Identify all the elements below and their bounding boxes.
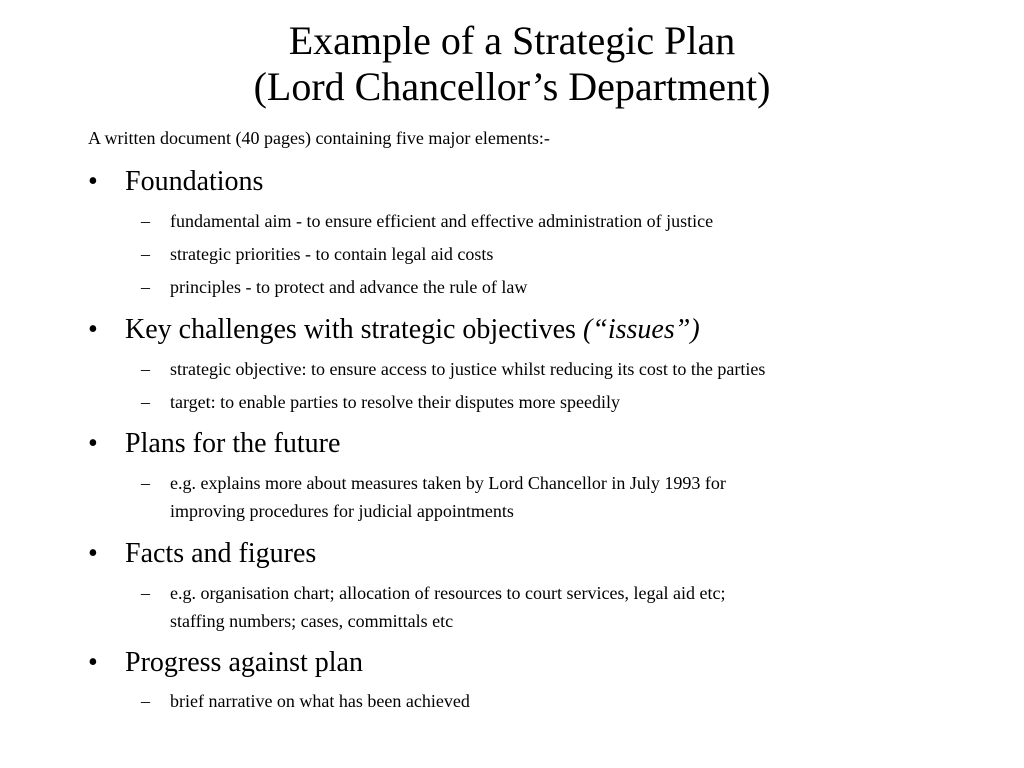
bullet-heading: Progress against plan bbox=[125, 647, 363, 678]
sub-item-text: strategic objective: to ensure access to justice whilst reducing its cost to the parties bbox=[170, 359, 766, 379]
sub-item-text: target: to enable parties to resolve their disputes more speedily bbox=[170, 392, 621, 412]
sub-item-text bbox=[170, 469, 950, 525]
bullet-mark: • bbox=[88, 428, 98, 459]
dash-mark: – bbox=[141, 359, 150, 379]
sub-item-text: strategic priorities - to contain legal aid costs bbox=[170, 244, 494, 264]
title-line-1: Example of a Strategic Plan bbox=[288, 18, 736, 63]
sub-item-line: staffing numbers; cases, committals etc bbox=[170, 611, 454, 631]
bullet-heading-italic: (“issues”) bbox=[582, 314, 700, 345]
dash-mark: – bbox=[141, 473, 150, 493]
bullet-heading: Facts and figures bbox=[125, 538, 317, 569]
dash-mark: – bbox=[141, 211, 150, 231]
sub-item-text: principles - to protect and advance the rule of law bbox=[170, 277, 528, 297]
sub-item-line: e.g. organisation chart; allocation of resources to court services, legal aid etc; bbox=[170, 583, 726, 603]
sub-item-line: e.g. explains more about measures taken by Lord Chancellor in July 1993 for bbox=[170, 473, 726, 493]
bullet-mark: • bbox=[88, 314, 98, 345]
bullet-mark: • bbox=[88, 538, 98, 569]
dash-mark: – bbox=[141, 583, 150, 603]
dash-mark: – bbox=[141, 691, 150, 711]
sub-item-text: fundamental aim - to ensure efficient and effective administration of justice bbox=[170, 211, 714, 231]
bullet-mark: • bbox=[88, 166, 98, 197]
intro-text: A written document (40 pages) containing five major elements:- bbox=[88, 128, 550, 148]
sub-item-line: improving procedures for judicial appointments bbox=[170, 501, 514, 521]
title-line-2: (Lord Chancellor’s Department) bbox=[253, 64, 771, 109]
sub-item-text: brief narrative on what has been achieved bbox=[170, 691, 470, 711]
slide-title bbox=[0, 18, 1024, 110]
dash-mark: – bbox=[141, 277, 150, 297]
sub-item-text bbox=[170, 579, 950, 635]
bullet-mark: • bbox=[88, 647, 98, 678]
bullet-heading-main: Key challenges with strategic objectives bbox=[125, 314, 583, 345]
bullet-heading bbox=[125, 314, 700, 346]
dash-mark: – bbox=[141, 244, 150, 264]
bullet-heading: Plans for the future bbox=[125, 428, 341, 459]
bullet-heading: Foundations bbox=[125, 166, 264, 197]
dash-mark: – bbox=[141, 392, 150, 412]
